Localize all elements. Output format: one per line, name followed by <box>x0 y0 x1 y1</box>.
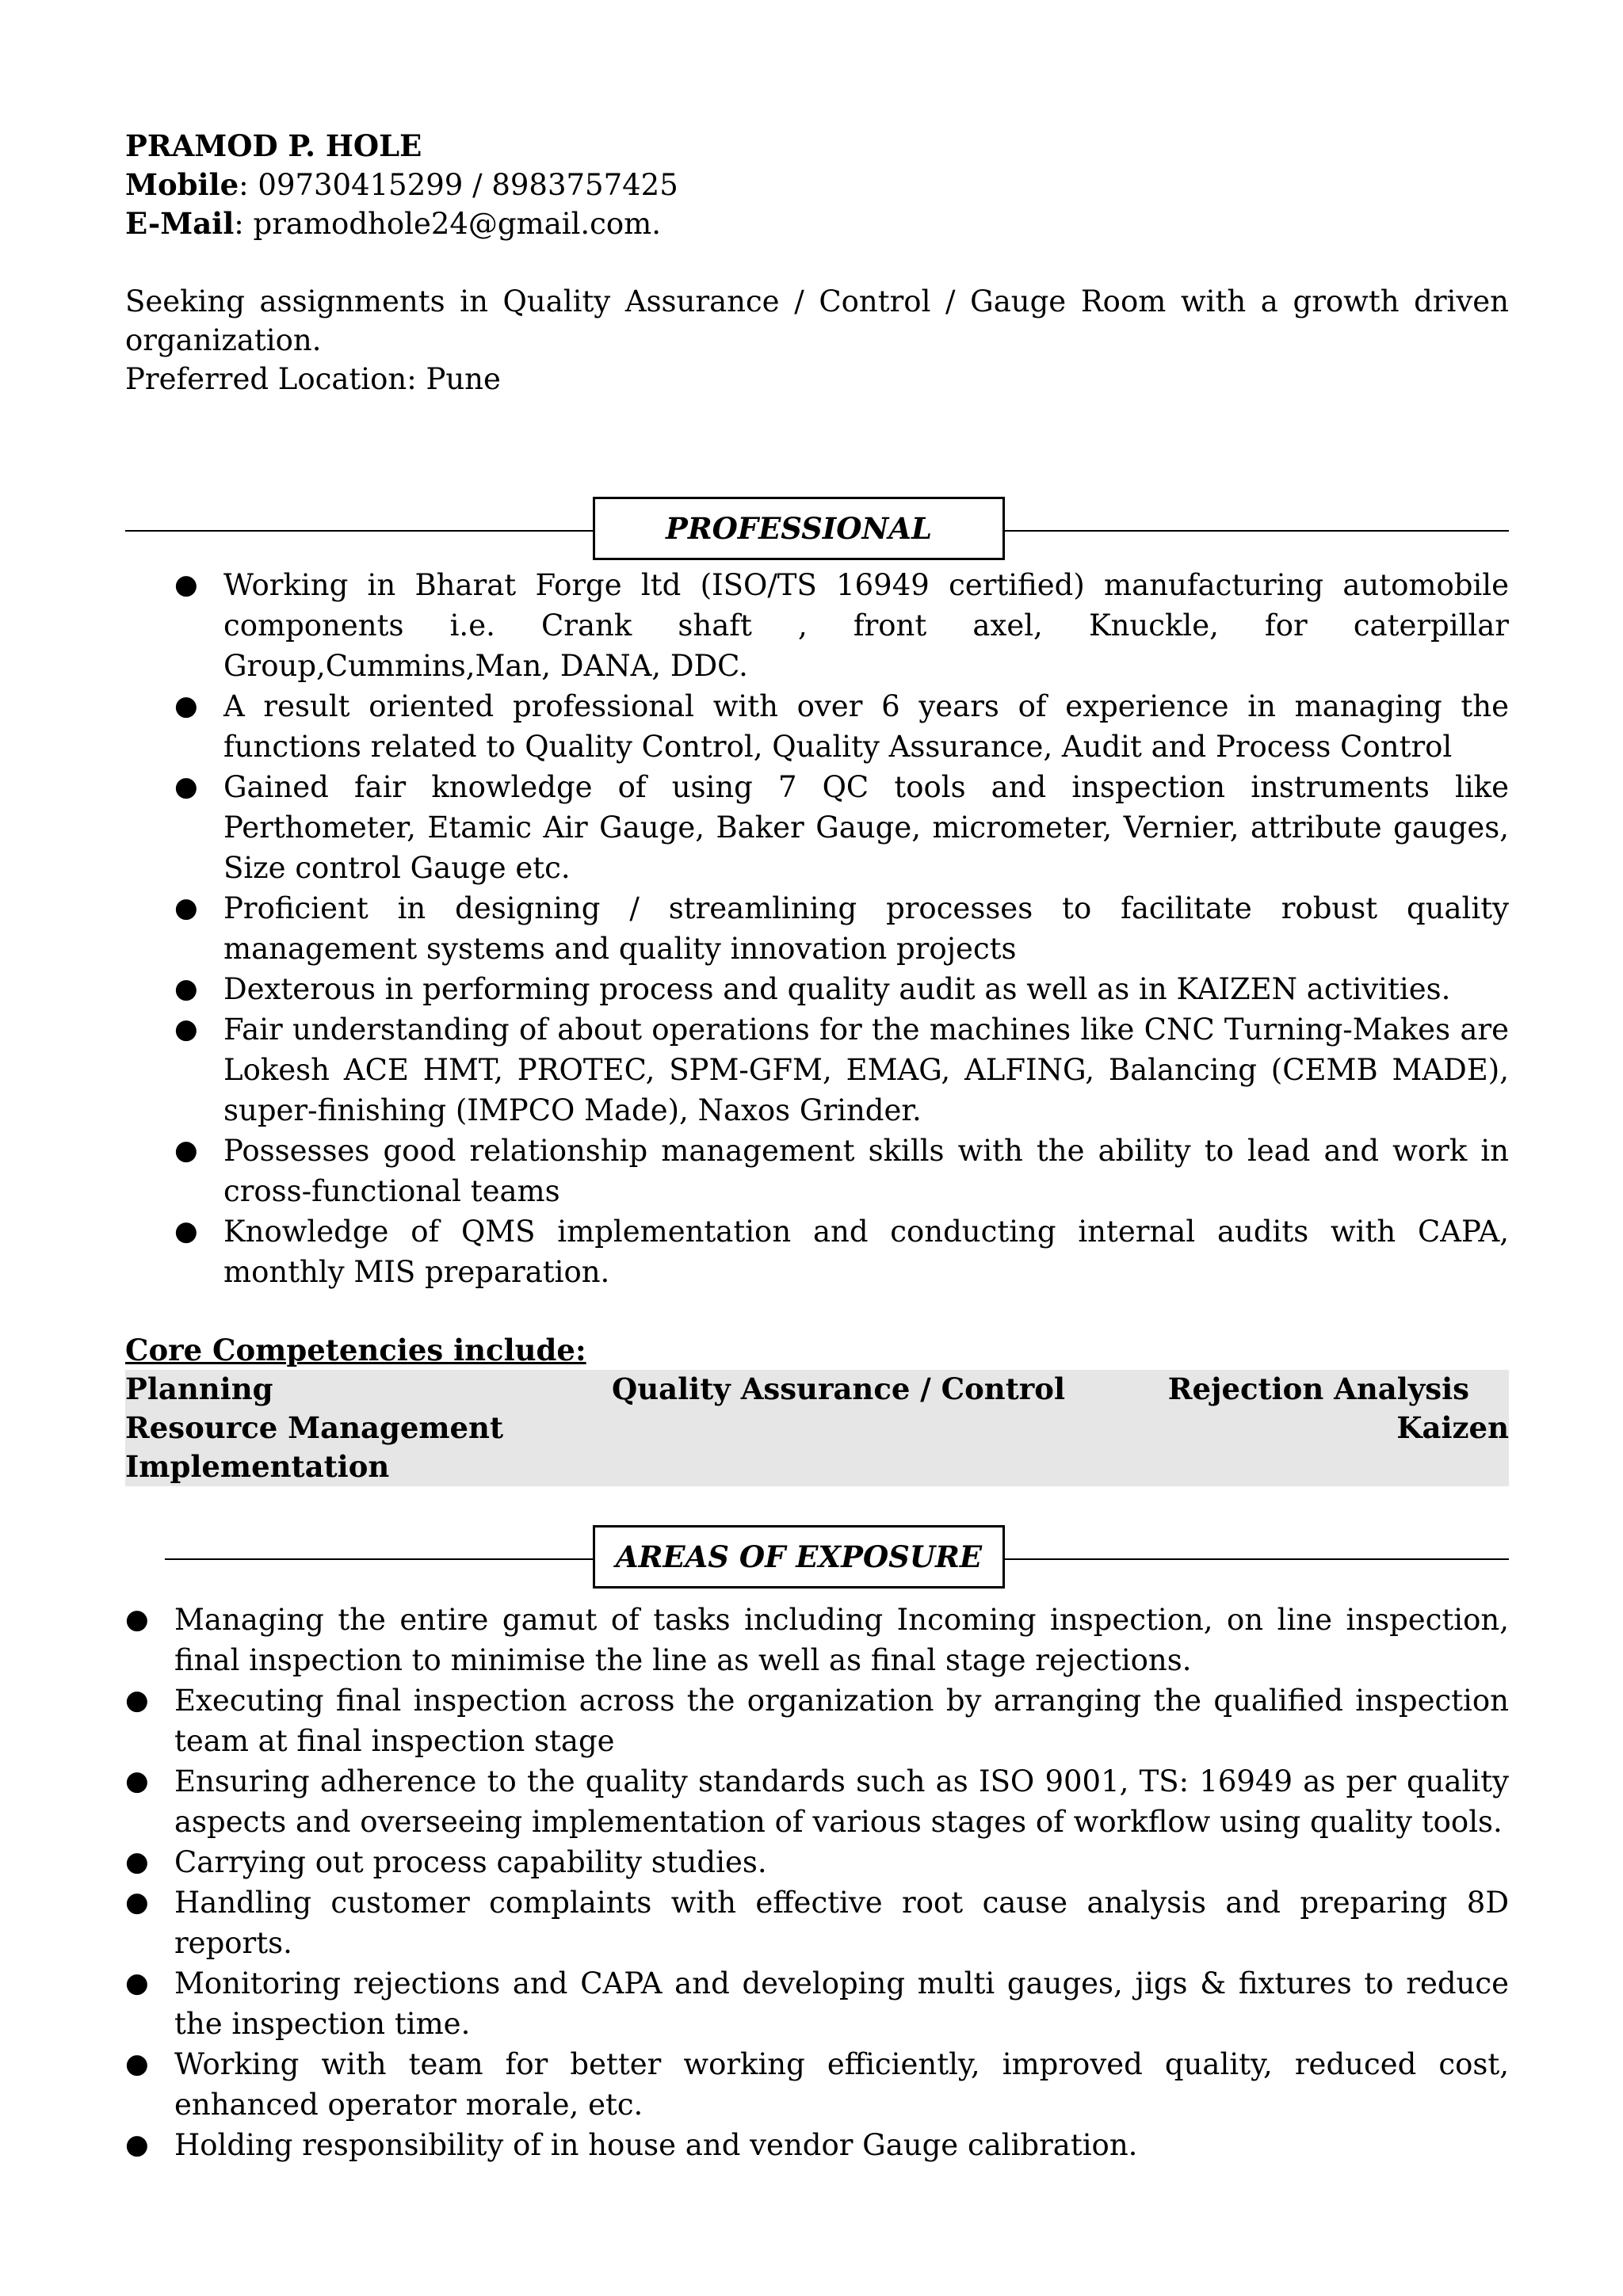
heading-rule-left <box>125 530 593 532</box>
candidate-name: PRAMOD P. HOLE <box>125 128 422 163</box>
competency-kaizen: Kaizen <box>1396 1410 1509 1445</box>
exposure-title: AREAS OF EXPOSURE <box>593 1525 1005 1589</box>
list-item: ● A result oriented professional with over 6 years of experience in managing the functions related to Quality Control, Quality Assurance, Audit and Process Control <box>125 686 1509 767</box>
mobile-value: : 09730415299 / 8983757425 <box>239 168 678 202</box>
bullet-icon: ● <box>125 1765 149 1797</box>
list-item: ● Gained fair knowledge of using 7 QC tools and inspection instruments like Perthometer, Etamic Air Gauge, Baker Gauge, micrometer, Vernier, attribute gauges, Size control Gauge etc. <box>125 767 1509 888</box>
list-item: ● Ensuring adherence to the quality standards such as ISO 9001, TS: 16949 as per quality aspects and overseeing implementation of various stages of workflow using quality tools. <box>125 1761 1509 1842</box>
bullet-icon: ● <box>174 973 198 1005</box>
mobile-line <box>125 166 1509 204</box>
bullet-icon: ● <box>125 1846 149 1878</box>
bullet-icon: ● <box>174 690 198 722</box>
bullet-icon: ● <box>174 1215 198 1247</box>
bullet-icon: ● <box>125 1886 149 1918</box>
list-item: ● Executing final inspection across the organization by arranging the qualified inspection team at final inspection stage <box>125 1680 1509 1761</box>
bullet-icon: ● <box>174 1135 198 1166</box>
bullet-icon: ● <box>125 1684 149 1716</box>
list-item: ● Working with team for better working efficiently, improved quality, reduced cost, enhanced operator morale, etc. <box>125 2044 1509 2125</box>
bullet-icon: ● <box>174 1013 198 1045</box>
competency-resource-management: Resource Management <box>125 1410 504 1445</box>
competency-rejection-analysis: Rejection Analysis <box>1167 1371 1469 1406</box>
list-item: ● Carrying out process capability studies. <box>125 1842 1509 1882</box>
exposure-section-heading <box>125 1525 1509 1593</box>
bullet-icon: ● <box>174 771 198 803</box>
heading-rule-right <box>1005 530 1509 532</box>
bullet-icon: ● <box>125 1967 149 1999</box>
list-item: ● Handling customer complaints with effective root cause analysis and preparing 8D reports. <box>125 1882 1509 1963</box>
bullet-icon: ● <box>174 892 198 924</box>
list-item: ● Proficient in designing / streamlining processes to facilitate robust quality management systems and quality innovation projects <box>125 888 1509 969</box>
email-line <box>125 204 1509 243</box>
list-item: ● Knowledge of QMS implementation and conducting internal audits with CAPA, monthly MIS preparation. <box>125 1211 1509 1292</box>
email-value: : pramodhole24@gmail.com. <box>234 207 662 241</box>
bullet-icon: ● <box>125 2129 149 2161</box>
bullet-icon: ● <box>174 569 198 601</box>
competency-planning: Planning <box>125 1371 273 1406</box>
exposure-list <box>125 1600 1509 2165</box>
list-item: ● Dexterous in performing process and quality audit as well as in KAIZEN activities. <box>125 969 1509 1009</box>
email-label: E-Mail <box>125 206 235 241</box>
competency-implementation: Implementation <box>125 1449 390 1484</box>
heading-rule-right <box>1005 1558 1509 1560</box>
core-competencies-grid <box>125 1370 1509 1486</box>
list-item: ● Fair understanding of about operations for the machines like CNC Turning-Makes are Lokesh ACE HMT, PROTEC, SPM-GFM, EMAG, ALFING, Balancing (CEMB MADE), super-finishing (IMPCO Made), Naxos Grinder. <box>125 1009 1509 1131</box>
list-item: ● Possesses good relationship management skills with the ability to lead and work in cross-functional teams <box>125 1131 1509 1211</box>
preferred-location: Preferred Location: Pune <box>125 362 501 396</box>
list-item: ● Monitoring rejections and CAPA and developing multi gauges, jigs & fixtures to reduce the inspection time. <box>125 1963 1509 2044</box>
mobile-label: Mobile <box>125 167 239 202</box>
list-item: ● Managing the entire gamut of tasks including Incoming inspection, on line inspection, final inspection to minimise the line as well as final stage rejections. <box>125 1600 1509 1680</box>
core-competencies-title: Core Competencies include: <box>125 1333 586 1367</box>
professional-list <box>125 565 1509 1292</box>
professional-section-heading <box>125 497 1509 565</box>
list-item: ● Working in Bharat Forge ltd (ISO/TS 16949 certified) manufacturing automobile components i.e. Crank shaft , front axel, Knuckle, for caterpillar Group,Cummins,Man, DANA, DDC. <box>125 565 1509 686</box>
heading-rule-left <box>165 1558 593 1560</box>
list-item: ● Holding responsibility of in house and vendor Gauge calibration. <box>125 2125 1509 2165</box>
competency-quality-assurance: Quality Assurance / Control <box>612 1371 1066 1406</box>
objective-text: Seeking assignments in Quality Assurance / Control / Gauge Room with a growth driven organization. <box>125 284 1509 357</box>
bullet-icon: ● <box>125 1604 149 1635</box>
bullet-icon: ● <box>125 2048 149 2080</box>
professional-title: PROFESSIONAL <box>593 497 1005 560</box>
resume-page <box>125 127 1509 2165</box>
